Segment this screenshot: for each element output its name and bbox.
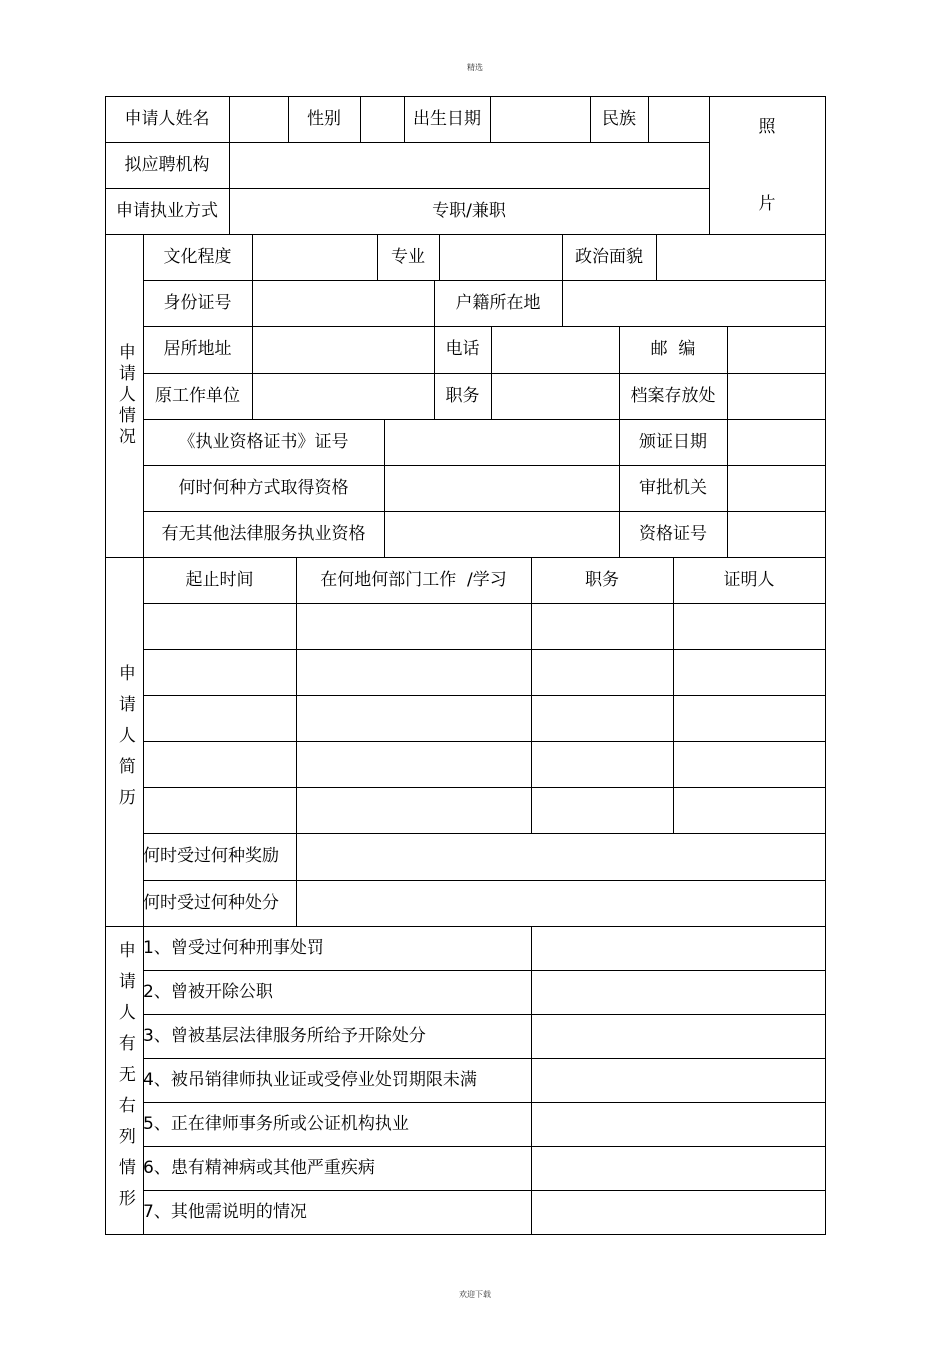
issue-date-field[interactable] xyxy=(727,419,825,465)
resume-side-label: 申请人简历 xyxy=(114,664,135,819)
resume-entry-rows[interactable] xyxy=(143,603,825,833)
page-header: 精选 xyxy=(467,63,483,72)
col-witness-header: 证明人 xyxy=(723,569,775,590)
name-field[interactable] xyxy=(229,96,288,142)
circumstance-item-5: 5、正在律师事务所或公证机构执业 xyxy=(143,1113,409,1134)
col-place-header: 在何地何部门工作 /学习 xyxy=(320,569,507,590)
gender-label: 性别 xyxy=(307,108,341,129)
political-label: 政治面貌 xyxy=(575,246,643,267)
approval-field[interactable] xyxy=(727,465,825,511)
id-label: 身份证号 xyxy=(163,292,232,313)
gender-field[interactable] xyxy=(360,96,404,142)
circumstance-answer-fields[interactable] xyxy=(531,926,825,1234)
ethnicity-label: 民族 xyxy=(602,108,636,129)
page-footer: 欢迎下载 xyxy=(459,1290,491,1299)
col-position-header: 职务 xyxy=(585,569,619,590)
circumstance-item-7: 7、其他需说明的情况 xyxy=(143,1201,307,1222)
photo-label-2: 片 xyxy=(758,193,776,214)
applicant-info-side-label: 申请人情况 xyxy=(114,343,135,448)
id-field[interactable] xyxy=(252,280,434,326)
address-field[interactable] xyxy=(252,326,434,373)
postcode-field[interactable] xyxy=(727,326,825,373)
education-field[interactable] xyxy=(252,234,377,280)
phone-field[interactable] xyxy=(491,326,619,373)
name-label: 申请人姓名 xyxy=(124,108,210,129)
political-field[interactable] xyxy=(656,234,825,280)
photo-label-1: 照 xyxy=(758,116,776,137)
job-title-field[interactable] xyxy=(491,373,619,419)
major-field[interactable] xyxy=(439,234,562,280)
col-period-header: 起止时间 xyxy=(185,569,254,590)
archive-field[interactable] xyxy=(727,373,825,419)
job-title-label: 职务 xyxy=(445,385,480,406)
rewards-field[interactable] xyxy=(296,833,825,880)
phone-label: 电话 xyxy=(445,339,480,359)
hukou-label: 户籍所在地 xyxy=(455,292,541,313)
circumstance-item-6: 6、患有精神病或其他严重疾病 xyxy=(143,1157,375,1178)
hukou-field[interactable] xyxy=(562,280,825,326)
position-field[interactable] xyxy=(229,142,709,188)
certificate-field[interactable] xyxy=(384,419,619,465)
certificate-label: 《执业资格证书》证号 xyxy=(178,431,349,452)
circumstance-item-4: 4、被吊销律师执业证或受停业处罚期限未满 xyxy=(143,1069,477,1090)
archive-label: 档案存放处 xyxy=(630,385,716,406)
circumstances-side-label: 申请人有无右列情形 xyxy=(114,940,135,1220)
qualification-how-label: 何时何种方式取得资格 xyxy=(178,477,349,498)
position-label: 拟应聘机构 xyxy=(124,154,210,175)
postcode-label: 邮 编 xyxy=(650,339,696,359)
practice-mode-value[interactable]: 专职/兼职 xyxy=(432,200,506,221)
qualification-no-field[interactable] xyxy=(727,511,825,557)
circumstance-item-1: 1、曾受过何种刑事处罚 xyxy=(143,937,324,958)
circumstance-item-3: 3、曾被基层法律服务所给予开除处分 xyxy=(143,1025,426,1046)
qualification-no-label: 资格证号 xyxy=(639,523,707,544)
approval-label: 审批机关 xyxy=(639,477,707,498)
former-employer-field[interactable] xyxy=(252,373,434,419)
issue-date-label: 颁证日期 xyxy=(639,431,707,452)
birth-date-field[interactable] xyxy=(490,96,590,142)
other-qualification-field[interactable] xyxy=(384,511,619,557)
education-label: 文化程度 xyxy=(163,246,232,267)
punishments-field[interactable] xyxy=(296,880,825,926)
former-employer-label: 原工作单位 xyxy=(155,385,240,406)
ethnicity-field[interactable] xyxy=(648,96,709,142)
address-label: 居所地址 xyxy=(163,339,232,359)
qualification-how-field[interactable] xyxy=(384,465,619,511)
rewards-label: 何时受过何种奖励 xyxy=(143,846,279,866)
major-label: 专业 xyxy=(391,246,425,267)
birth-date-label: 出生日期 xyxy=(413,108,481,129)
practice-mode-label: 申请执业方式 xyxy=(116,200,218,221)
other-qualification-label: 有无其他法律服务执业资格 xyxy=(161,523,366,544)
punishments-label: 何时受过何种处分 xyxy=(143,892,279,913)
circumstance-item-2: 2、曾被开除公职 xyxy=(143,981,273,1002)
